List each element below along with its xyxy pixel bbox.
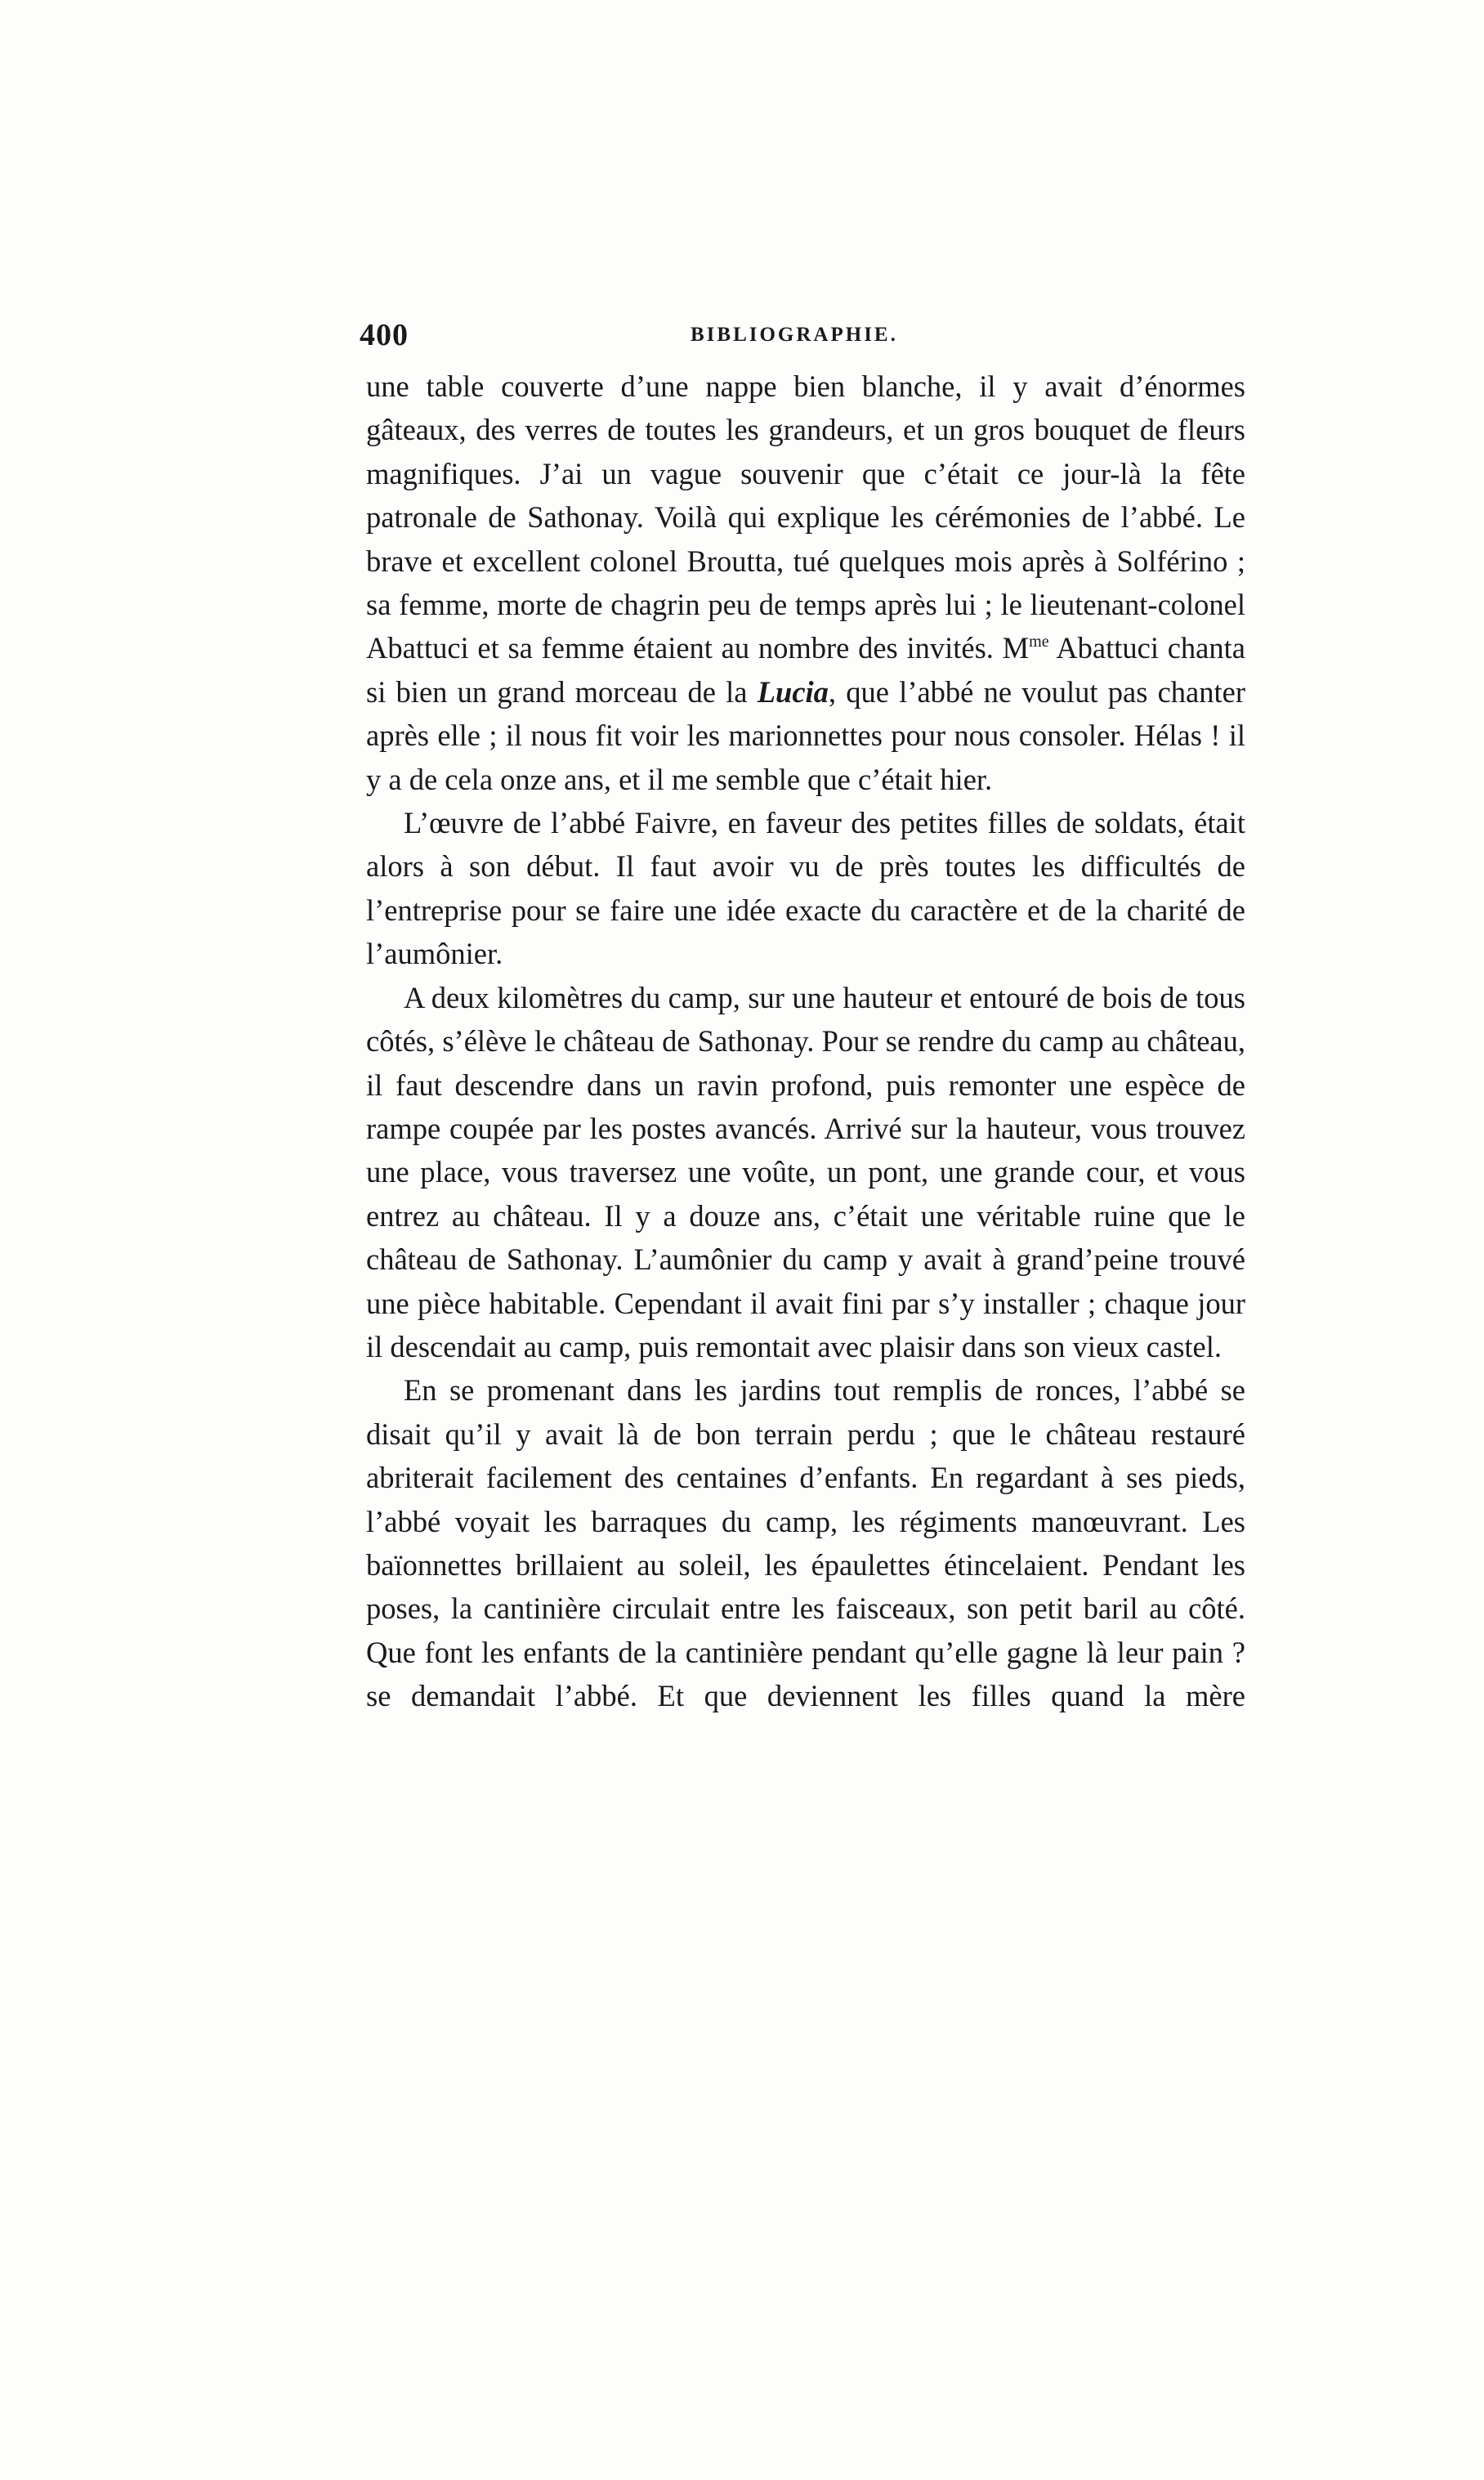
paragraph-1-text-a: une table couverte d’une nappe bien blanche, il y avait d’énormes gâteaux, des verres de toutes les grandeurs, et un gros bouquet de fleurs magnifiques. J’ai un vague souvenir que c’était ce jour-là la fête patronale de Sathonay. Voilà qui explique les cérémonies de l’abbé. Le brave et excellent colonel Broutta, tué quelques mois après à Solférino ; sa femme, morte de chagrin peu de temps après lui ; le lieutenant-colonel Abattuci et sa femme étaient au nombre des invités. M: [366, 369, 1245, 665]
page-header: [360, 317, 1250, 355]
paragraph-1-text-c: , que l’abbé ne voulut pas chanter après elle ; il nous fit voir les marionnettes pour nous consoler. Hélas ! il y a de cela onze ans, et il me semble que c’était hier.: [366, 674, 1246, 796]
running-head: BIBLIOGRAPHIE.: [691, 324, 898, 346]
paragraph-1-text-b: Abattuci chanta si bien un grand morceau de la: [366, 631, 1245, 709]
paragraph-1: [366, 365, 1245, 801]
opera-title: Lucia: [757, 674, 829, 709]
madame-superscript: me: [1029, 633, 1049, 651]
body-text: [366, 365, 1245, 1718]
paragraph-3: A deux kilomètres du camp, sur une hauteur et entouré de bois de tous côtés, s’élève le château de Sathonay. Pour se rendre du camp au château, il faut descendre dans un ravin profond, puis remonter une espèce de rampe coupée par les postes avancés. Arrivé sur la hauteur, vous trouvez une place, vous traversez une voûte, un pont, une grande cour, et vous entrez au château. Il y a douze ans, c’était une véritable ruine que le château de Sathonay. L’aumônier du camp y avait à grand’peine trouvé une pièce habitable. Cependant il avait fini par s’y installer ; chaque jour il descendait au camp, puis remontait avec plaisir dans son vieux castel.: [366, 980, 1245, 1363]
page-number: 400: [360, 318, 409, 352]
paragraph-4: En se promenant dans les jardins tout remplis de ronces, l’abbé se disait qu’il y avait là de bon terrain perdu ; que le château restauré abriterait facilement des centaines d’enfants. En regardant à ses pieds, l’abbé voyait les barraques du camp, les régiments manœuvrant. Les baïonnettes brillaient au soleil, les épaulettes étincelaient. Pendant les poses, la cantinière circulait entre les faisceaux, son petit baril au côté. Que font les enfants de la cantinière pendant qu’elle gagne là leur pain ? se demandait l’abbé. Et que deviennent les filles quand la mère: [366, 1373, 1245, 1713]
paragraph-2: L’œuvre de l’abbé Faivre, en faveur des petites filles de soldats, était alors à son début. Il faut avoir vu de près toutes les difficultés de l’entreprise pour se faire une idée exacte du caractère et de la charité de l’aumônier.: [366, 806, 1245, 971]
